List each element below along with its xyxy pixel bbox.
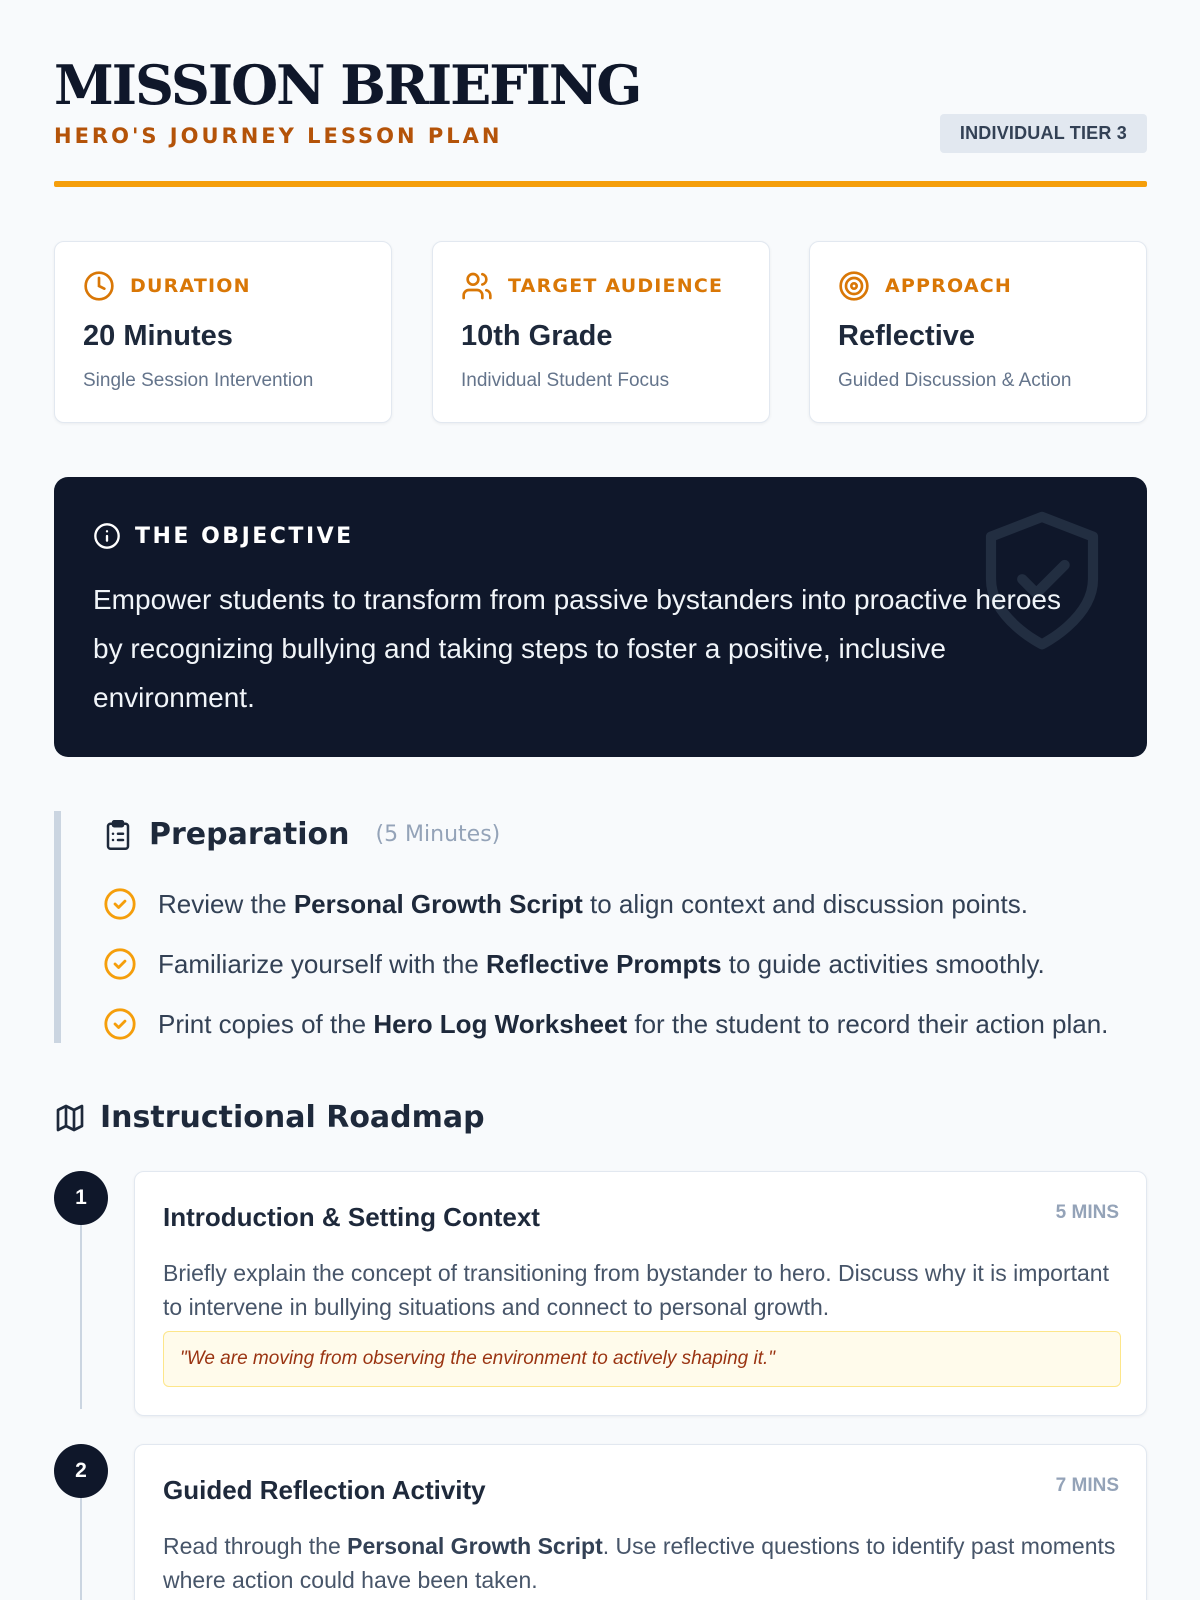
preparation-section	[54, 811, 1147, 1043]
step-description: Read through the Personal Growth Script. Use reflective questions to identify past moments where action could have been taken.	[163, 1533, 1116, 1593]
card-value: 20 Minutes	[83, 320, 233, 352]
step-duration: 7 MINS	[1055, 1475, 1119, 1496]
step-number: 1	[54, 1171, 108, 1225]
clipboard-icon	[103, 818, 133, 852]
preparation-time: (5 Minutes)	[375, 822, 501, 847]
step-card	[134, 1171, 1147, 1416]
preparation-item-text: Familiarize yourself with the Reflective Prompts to guide activities smoothly.	[158, 948, 1045, 979]
objective-text: Empower students to transform from passive bystanders into proactive heroes by recognizing bullying and taking steps to foster a positive, inclusive environment.	[93, 584, 1061, 713]
card-label: APPROACH	[885, 275, 1012, 297]
preparation-title: Preparation	[149, 817, 350, 852]
card-value: Reflective	[838, 320, 976, 352]
card-subtext: Individual Student Focus	[461, 370, 670, 391]
step-description: Briefly explain the concept of transitioning from bystander to hero. Discuss why it is important to intervene in bullying situations and connect to personal growth.	[163, 1260, 1109, 1320]
preparation-item	[103, 947, 1045, 981]
step-number: 2	[54, 1444, 108, 1498]
info-icon	[93, 522, 121, 550]
objective-label: THE OBJECTIVE	[135, 523, 354, 549]
highlight-text: Hero Log Worksheet	[373, 1008, 628, 1039]
step-duration: 5 MINS	[1055, 1202, 1119, 1223]
card-approach	[809, 241, 1147, 423]
roadmap-title: Instructional Roadmap	[100, 1100, 485, 1135]
card-subtext: Guided Discussion & Action	[838, 370, 1072, 391]
card-target-audience	[432, 241, 770, 423]
preparation-item	[103, 1007, 1108, 1041]
lesson-plan-page	[54, 0, 1147, 1593]
objective-panel	[54, 477, 1147, 757]
users-icon	[461, 270, 493, 302]
preparation-item	[103, 887, 1028, 921]
check-circle-icon	[103, 947, 137, 981]
preparation-item-text: Review the Personal Growth Script to align context and discussion points.	[158, 888, 1028, 919]
clock-icon	[83, 270, 115, 302]
page-subtitle: HERO'S JOURNEY LESSON PLAN	[54, 124, 503, 148]
step-title: Guided Reflection Activity	[163, 1475, 486, 1505]
card-duration	[54, 241, 392, 423]
roadmap-header	[54, 1100, 485, 1135]
tier-badge: INDIVIDUAL TIER 3	[940, 114, 1147, 153]
info-cards	[54, 241, 1147, 423]
step-quote: "We are moving from observing the environment to actively shaping it."	[163, 1331, 1121, 1387]
target-icon	[838, 270, 870, 302]
header-divider	[54, 181, 1147, 187]
timeline-line	[80, 1223, 82, 1409]
page-title: MISSION BRIEFING	[54, 53, 641, 117]
card-label: TARGET AUDIENCE	[508, 275, 724, 297]
step-title: Introduction & Setting Context	[163, 1202, 540, 1232]
header	[54, 0, 1147, 188]
highlight-text: Personal Growth Script	[293, 888, 583, 919]
preparation-item-text: Print copies of the Hero Log Worksheet for the student to record their action plan.	[158, 1008, 1109, 1039]
card-value: 10th Grade	[461, 320, 613, 352]
timeline-line	[80, 1497, 82, 1600]
card-subtext: Single Session Intervention	[83, 370, 314, 391]
highlight-text: Reflective Prompts	[486, 948, 722, 979]
highlight-text: Personal Growth Script	[347, 1533, 603, 1559]
map-icon	[54, 1102, 86, 1134]
card-label: DURATION	[130, 275, 251, 297]
check-circle-icon	[103, 887, 137, 921]
check-circle-icon	[103, 1007, 137, 1041]
step-card	[134, 1444, 1147, 1600]
